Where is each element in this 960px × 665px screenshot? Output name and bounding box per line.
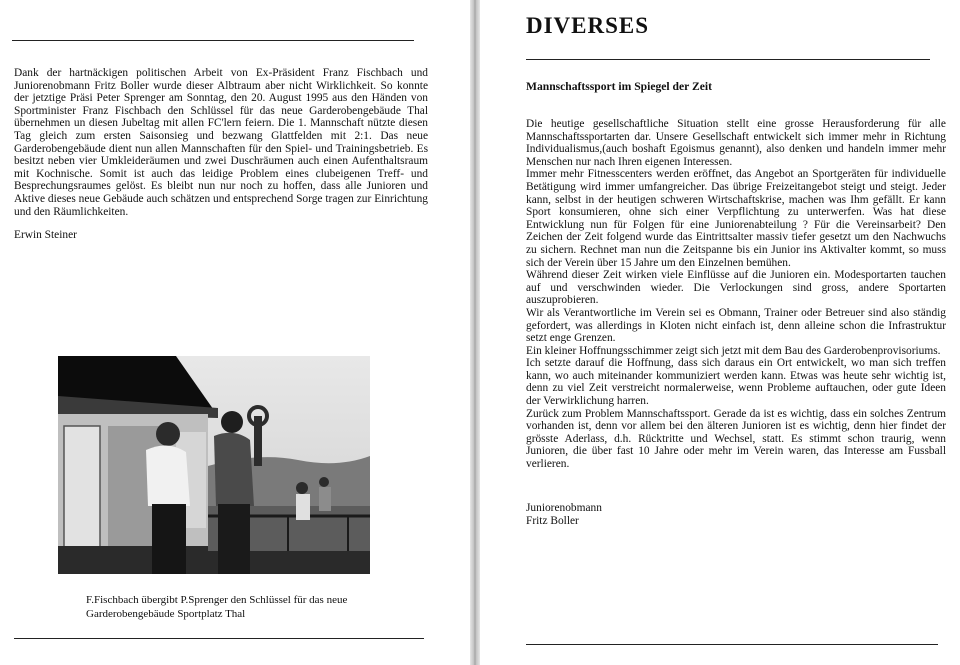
photo-image (58, 356, 370, 574)
photo-caption (86, 593, 347, 621)
header-rule (526, 59, 930, 60)
bottom-rule (14, 638, 424, 639)
article-title: Mannschaftssport im Spiegel der Zeit (526, 80, 712, 93)
key-handover-photo (58, 356, 370, 574)
section-title: DIVERSES (526, 13, 650, 38)
body-paragraph: Die heutige gesellschaftliche Situation stellt eine grosse Herausforderung für alle Mannschaftssportarten dar. Unsere Gesellschaft entwickelt sich immer mehr in Richtung Individualismus,(auch boshaft Egoismus genannt), also denken und handeln immer mehr Menschen nur nach Ihren eigenen Interessen. (526, 118, 946, 168)
signature (526, 502, 602, 527)
body-paragraph: Ein kleiner Hoffnungsschimmer zeigt sich jetzt mit dem Bau des Garderobenprovisoriums. (526, 344, 941, 357)
left-page (0, 0, 470, 665)
book-gutter (470, 0, 480, 665)
body-paragraph: Wir als Verantwortliche im Verein sei es Obmann, Trainer oder Betreuer sind also ständig gefordert, was allerdings in Kloten nicht einfach ist, denn alleine schon die Infrastruktur setzt enge Grenzen. (526, 306, 946, 345)
signature-role: Juniorenobmann (526, 502, 602, 514)
bottom-rule (526, 644, 938, 645)
body-paragraph: Immer mehr Fitnesscenters werden eröffnet, das Angebot an Sportgeräten für individuelle Betätigung wird immer umfangreicher. Das übrige Freizeitangebot steigt und steigt. Jeder kann, selbst in der heutigen schweren Wirtschaftskrise, machen was Ihm gefällt. Er kann Sport konsumieren, ohne sich einer Verpflichtung zu unterwerfen. Was hat diese Entwicklung nun für Folgen für eine Juniorenabteilung ? Für die Vereinsarbeit? Den Zeichen der Zeit folgend wurde das Eintrittsalter massiv tiefer gesetzt um den Nachwuchs zu sichern. Rechnet man nun die Zeitspanne bis ein Junior ins Aktivalter kommt, so muss sich der Verein über 15 Jahre um den Einzelnen bemühen. (526, 168, 946, 269)
article-text (14, 67, 428, 218)
signature-name: Fritz Boller (526, 514, 579, 527)
photo-caption-line-1: F.Fischbach übergibt P.Sprenger den Schlüssel für das neue (86, 594, 348, 606)
author-signature (14, 229, 77, 242)
article-paragraph: Dank der hartnäckigen politischen Arbeit von Ex-Präsident Franz Fischbach und Juniorenobmann Fritz Boller wurde dieser Albtraum aber nicht Wirklichkeit. So konnte der jetztige Präsi Peter Sprenger am Sonntag, den 20. August 1995 aus den Händen von Sportminister Franz Fischbach den Schlüssel für das neue Garderobengebäude Thal übernehmen un diesen Jubeltag mit allen FC'lern feiern. Die 1. Mannschaft nützte diesen Tag gleich zum ersten Saisonsieg und bezwang Glattfelden mit 2:1. Das neue Garderobengebäude dient nun allen Mannschaften für den Spiel- und Trainingsbetrieb. Es besitzt neben vier Umkleideräumen und zwei Duschräumen auch einen Aufenthaltsraum mit Kochnische. Somit ist auch das leidige Problem eines clubeigenen Treff- und Besprechungsraumes gelöst. Es bleibt nun nur noch zu hoffen, dass alle Junioren und Aktive dieses neue Gebäude auch schätzen und entsprechend Sorge tragen zur Einrichtung und den Räumlichkeiten. (14, 67, 428, 218)
photo-caption-line-2: Garderobengebäude Sportplatz Thal (86, 608, 246, 620)
body-paragraph: Zurück zum Problem Mannschaftssport. Gerade da ist es wichtig, dass ein solches Zentrum vorhanden ist, denn vor allem bei den älteren Junioren ist es wichtig, denn hier findet der grösste Aderlass, d.h. Rücktritte und Wechsel, statt. Es stimmt schon traurig, wenn Junioren, die über fast 10 Jahre oder mehr im Verein waren, das Interesse am Fussball verlieren. (526, 407, 946, 471)
body-paragraph: Während dieser Zeit wirken viele Einflüsse auf die Junioren ein. Modesportarten tauchen auf und verschwinden wieder. Die Verlockungen sind gross, andere Sportarten auszuprobieren. (526, 269, 946, 307)
top-rule (12, 40, 414, 41)
article-body (526, 118, 946, 471)
author-name: Erwin Steiner (14, 229, 77, 241)
body-paragraph: Ich setzte darauf die Hoffnung, dass sich daraus ein Ort entwickelt, wo man sich treffen kann, wo auch miteinander kommuniziert werden kann. Etwas was heute sehr wichtig ist, denn zu viel Zeit verstreicht normalerweise, wenn Probleme auftauchen, oder gute Ideen der Verwirklichung harren. (526, 357, 946, 408)
right-page (480, 0, 960, 665)
